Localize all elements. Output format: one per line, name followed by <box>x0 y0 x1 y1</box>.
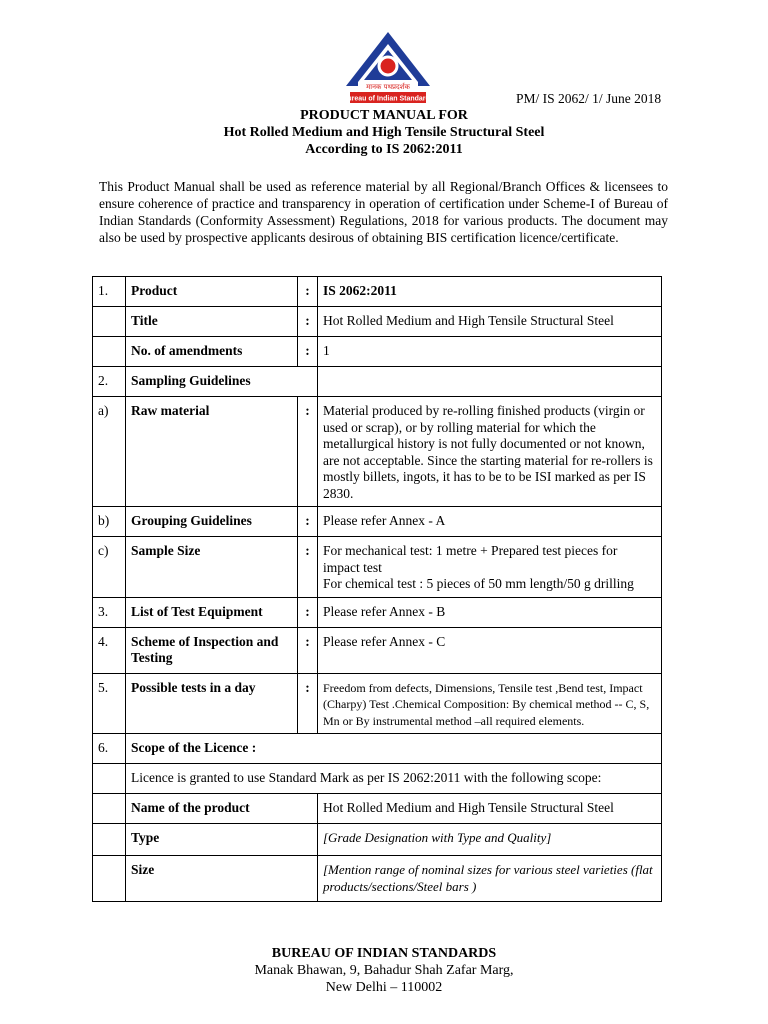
row-value: Freedom from defects, Dimensions, Tensile test ,Bend test, Impact (Charpy) Test .Chemical Composition: By chemical method -- C, S, Mn or By instrumental method –all required elements. <box>318 673 662 734</box>
row-value: IS 2062:2011 <box>318 277 662 307</box>
row-label: Sample Size <box>126 537 298 598</box>
colon: : <box>298 337 318 367</box>
row-label: Name of the product <box>126 794 318 824</box>
colon: : <box>298 627 318 673</box>
row-number <box>93 307 126 337</box>
footer-organisation: BUREAU OF INDIAN STANDARDS <box>271 946 497 961</box>
colon: : <box>298 397 318 507</box>
table-row-raw-material <box>93 397 662 507</box>
sample-size-mechanical: For mechanical test: 1 metre + Prepared test pieces for impact test <box>323 543 618 575</box>
title-line-1: PRODUCT MANUAL FOR <box>300 108 468 123</box>
row-value: Please refer Annex - B <box>318 597 662 627</box>
colon: : <box>298 507 318 537</box>
row-number-empty <box>93 794 126 824</box>
row-value: Please refer Annex - C <box>318 627 662 673</box>
table-row-tests-per-day <box>93 673 662 734</box>
table-row-scope <box>93 734 662 764</box>
row-number: 2. <box>93 367 126 397</box>
table-row-grouping <box>93 507 662 537</box>
row-number <box>93 337 126 367</box>
row-value: Please refer Annex - A <box>318 507 662 537</box>
row-number-empty <box>93 824 126 856</box>
row-number: a) <box>93 397 126 507</box>
colon: : <box>298 537 318 598</box>
row-value: [Grade Designation with Type and Quality] <box>318 824 662 856</box>
row-number-empty <box>93 764 126 794</box>
row-number: 4. <box>93 627 126 673</box>
table-row-sample-size <box>93 537 662 598</box>
row-value <box>318 537 662 598</box>
row-label: No. of amendments <box>126 337 298 367</box>
row-value: 1 <box>318 337 662 367</box>
product-manual-table <box>92 276 662 902</box>
row-value-empty <box>318 367 662 397</box>
title-line-2: Hot Rolled Medium and High Tensile Structural Steel <box>223 125 545 140</box>
row-number: c) <box>93 537 126 598</box>
table-row-type <box>93 824 662 856</box>
table-row-name-of-product <box>93 794 662 824</box>
row-number-empty <box>93 856 126 902</box>
logo-text-english: Bureau of Indian Standards <box>342 95 434 103</box>
table-row-size <box>93 856 662 902</box>
table-row-product <box>93 277 662 307</box>
table-row-amendments <box>93 337 662 367</box>
row-number: 3. <box>93 597 126 627</box>
row-label: List of Test Equipment <box>126 597 298 627</box>
row-value: Hot Rolled Medium and High Tensile Structural Steel <box>318 794 662 824</box>
logo-text-hindi: मानक पथप्रदर्शक <box>366 83 410 91</box>
sample-size-chemical: For chemical test : 5 pieces of 50 mm length/50 g drilling <box>323 576 634 591</box>
row-label: Type <box>126 824 318 856</box>
footer-address: Manak Bhawan, 9, Bahadur Shah Zafar Marg, <box>254 963 514 978</box>
row-label: Possible tests in a day <box>126 673 298 734</box>
row-label: Product <box>126 277 298 307</box>
colon: : <box>298 277 318 307</box>
row-label: Grouping Guidelines <box>126 507 298 537</box>
row-number: 1. <box>93 277 126 307</box>
row-label: Sampling Guidelines <box>126 367 318 397</box>
bis-logo <box>340 30 436 108</box>
table-row-scope-text <box>93 764 662 794</box>
footer-city: New Delhi – 110002 <box>325 980 443 995</box>
table-row-scheme <box>93 627 662 673</box>
scope-text: Licence is granted to use Standard Mark as per IS 2062:2011 with the following scope: <box>126 764 662 794</box>
row-number: 6. <box>93 734 126 764</box>
row-label: Size <box>126 856 318 902</box>
document-reference: PM/ IS 2062/ 1/ June 2018 <box>516 91 662 106</box>
colon: : <box>298 307 318 337</box>
table-row-sampling <box>93 367 662 397</box>
row-value: Hot Rolled Medium and High Tensile Structural Steel <box>318 307 662 337</box>
row-label: Scope of the Licence : <box>126 734 662 764</box>
row-label: Title <box>126 307 298 337</box>
row-value: [Mention range of nominal sizes for various steel varieties (flat products/sections/Steel bars ) <box>318 856 662 902</box>
title-line-3: According to IS 2062:2011 <box>305 142 463 157</box>
table-row-test-equipment <box>93 597 662 627</box>
colon: : <box>298 673 318 734</box>
intro-paragraph: This Product Manual shall be used as reference material by all Regional/Branch Offices & licensees to ensure coherence of practice and transparency in operation of certification under Scheme-I of Bureau of Indian Standards (Conformity Assessment) Regulations, 2018 for various products. The document may also be used by prospective applicants desirous of obtaining BIS certification licence/certificate. <box>99 179 668 245</box>
colon: : <box>298 597 318 627</box>
row-value: Material produced by re-rolling finished products (virgin or used or scrap), or by rolling material for which the metallurgical history is not fully documented or not known, are not acceptable. Since the starting material for re-rollers is mostly billets, ingots, it has to be to be ISI marked as per IS 2830. <box>318 397 662 507</box>
row-number: b) <box>93 507 126 537</box>
table-row-title <box>93 307 662 337</box>
row-label: Raw material <box>126 397 298 507</box>
row-number: 5. <box>93 673 126 734</box>
row-label: Scheme of Inspection and Testing <box>126 627 298 673</box>
